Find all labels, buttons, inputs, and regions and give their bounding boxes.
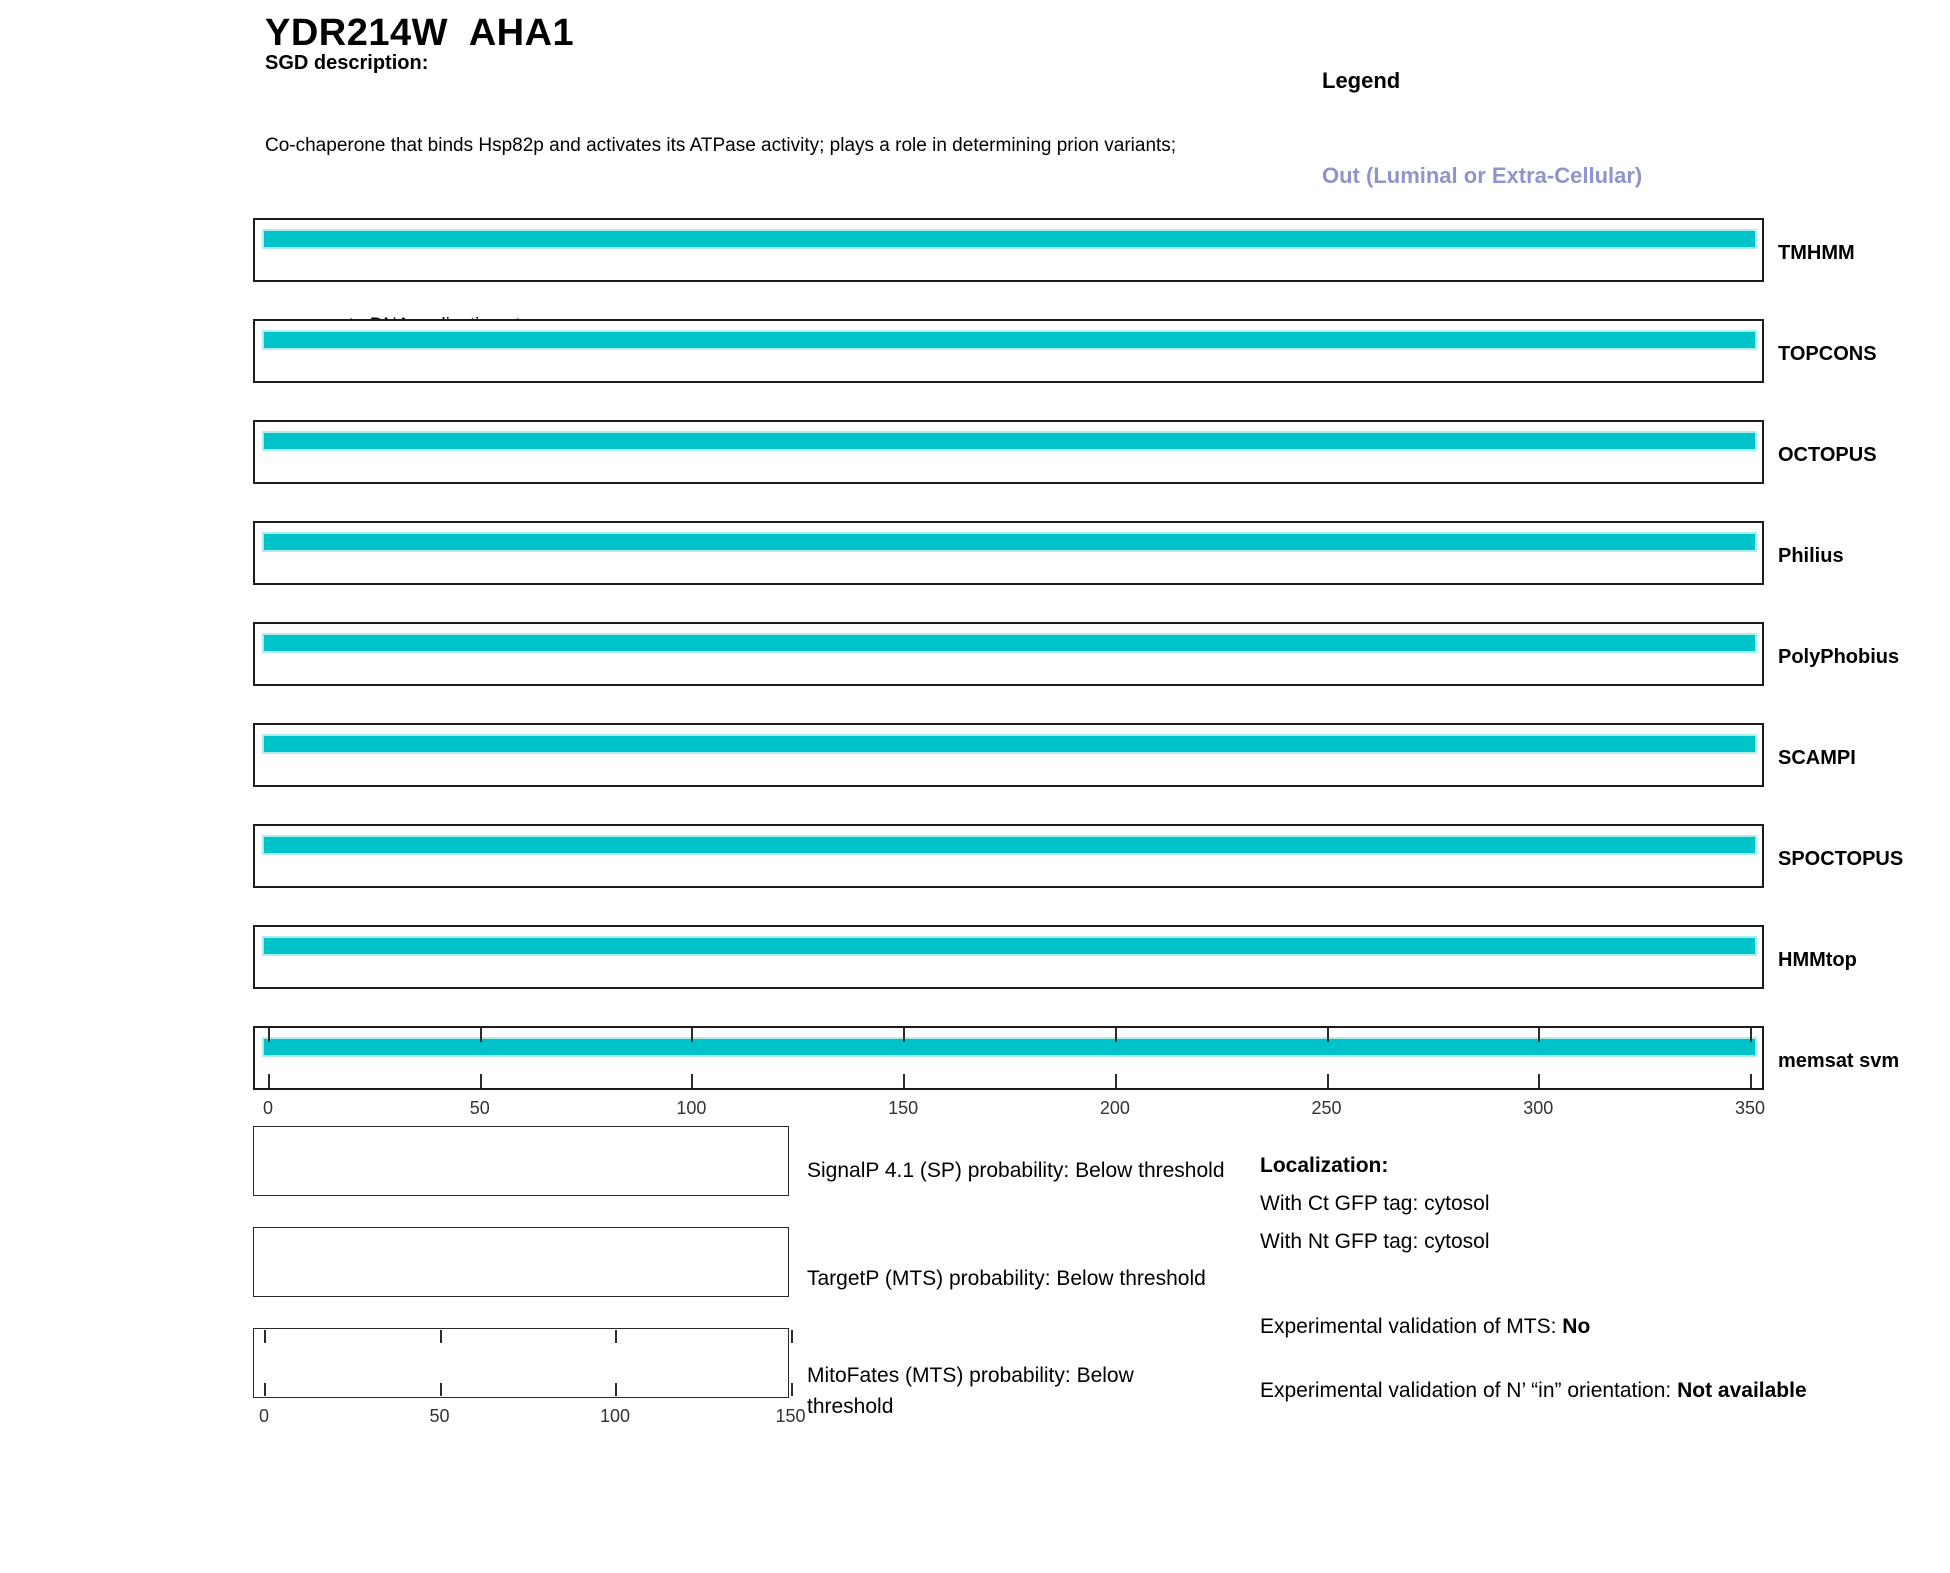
track-label: OCTOPUS [1778, 444, 1877, 466]
prediction-track-box [253, 622, 1764, 686]
x-axis-tick [268, 1074, 270, 1088]
probability-panel-label-line: MitoFates (MTS) probability: Below [807, 1364, 1134, 1387]
legend-title: Legend [1322, 68, 1401, 94]
legend-item-out: Out (Luminal or Extra-Cellular) [1322, 162, 1643, 188]
prediction-track-box [253, 420, 1764, 484]
x-axis-tick [691, 1028, 693, 1042]
soluble-segment-bar [262, 936, 1757, 956]
x-axis-tick-label: 0 [262, 1098, 273, 1118]
prediction-track-box [253, 319, 1764, 383]
track-label: memsat svm [1778, 1050, 1900, 1072]
orientation-validation-value: Not available [1677, 1379, 1807, 1402]
track-label: SCAMPI [1778, 747, 1856, 769]
x-axis-tick-label: 350 [1734, 1098, 1766, 1118]
x-axis-tick [1750, 1074, 1752, 1088]
localization-heading: Localization: [1260, 1154, 1389, 1177]
probability-panel-box [253, 1126, 789, 1196]
soluble-segment-bar [262, 734, 1757, 754]
x-axis-tick [1750, 1028, 1752, 1042]
probability-panel-label-line: threshold [807, 1395, 894, 1418]
soluble-segment-bar [262, 431, 1757, 451]
x-axis-tick-label: 100 [676, 1098, 707, 1118]
x-axis-tick-label: 50 [429, 1406, 450, 1426]
probability-panel-box [253, 1328, 789, 1398]
prediction-track-box [253, 824, 1764, 888]
probability-panel-box [253, 1227, 789, 1297]
soluble-segment-bar [262, 633, 1757, 653]
sgd-description-label: SGD description: [265, 52, 429, 74]
x-axis-tick [264, 1383, 266, 1396]
track-label: HMMtop [1778, 949, 1857, 971]
x-axis-tick [691, 1074, 693, 1088]
x-axis-tick [480, 1074, 482, 1088]
x-axis-tick [264, 1330, 266, 1343]
soluble-segment-bar [262, 532, 1757, 552]
soluble-segment-bar [262, 1037, 1757, 1057]
x-axis-tick [1327, 1074, 1329, 1088]
probability-panel-label [807, 1155, 1225, 1186]
x-axis-tick-label: 150 [775, 1406, 806, 1426]
localization-ct-gfp: With Ct GFP tag: cytosol [1260, 1192, 1490, 1215]
mts-validation-text: Experimental validation of MTS: [1260, 1315, 1563, 1338]
x-axis-tick [268, 1028, 270, 1042]
x-axis-tick [903, 1074, 905, 1088]
x-axis-tick-label: 300 [1523, 1098, 1554, 1118]
x-axis-tick [1115, 1074, 1117, 1088]
orientation-validation-text: Experimental validation of N’ “in” orientation: [1260, 1379, 1678, 1402]
localization-nt-gfp: With Nt GFP tag: cytosol [1260, 1230, 1490, 1253]
probability-panel-label-line: TargetP (MTS) probability: Below threshold [807, 1267, 1206, 1290]
sgd-description-line: Co-chaperone that binds Hsp82p and activates its ATPase activity; plays a role in determining prion variants; [265, 135, 1177, 156]
x-axis-tick-label: 0 [258, 1406, 269, 1426]
x-axis-tick [1115, 1028, 1117, 1042]
probability-panel-label-line: SignalP 4.1 (SP) probability: Below threshold [807, 1159, 1225, 1182]
x-axis-tick [791, 1330, 793, 1343]
x-axis-tick-label: 100 [599, 1406, 631, 1426]
track-label: Philius [1778, 545, 1844, 567]
x-axis-tick [1538, 1074, 1540, 1088]
x-axis-tick [440, 1383, 442, 1396]
prediction-track-box [253, 723, 1764, 787]
track-label: PolyPhobius [1778, 646, 1900, 668]
x-axis-tick [615, 1383, 617, 1396]
track-label: TMHMM [1778, 242, 1855, 264]
probability-panel-label [807, 1263, 1206, 1294]
x-axis-tick [1538, 1028, 1540, 1042]
x-axis-tick [480, 1028, 482, 1042]
x-axis-tick-label: 150 [888, 1098, 919, 1118]
soluble-segment-bar [262, 835, 1757, 855]
prediction-track-box [253, 218, 1764, 282]
mts-validation-line [1260, 1314, 1590, 1340]
x-axis-tick-label: 50 [469, 1098, 490, 1118]
prediction-track-box [253, 521, 1764, 585]
orientation-validation-line [1260, 1373, 1845, 1408]
x-axis-tick [440, 1330, 442, 1343]
soluble-segment-bar [262, 330, 1757, 350]
probability-panel-label [807, 1360, 1134, 1422]
track-label: TOPCONS [1778, 343, 1877, 365]
prediction-track-box [253, 925, 1764, 989]
soluble-segment-bar [262, 229, 1757, 249]
x-axis-tick [903, 1028, 905, 1042]
x-axis-tick [791, 1383, 793, 1396]
track-label: SPOCTOPUS [1778, 848, 1904, 870]
x-axis-tick-label: 250 [1311, 1098, 1342, 1118]
x-axis-tick [1327, 1028, 1329, 1042]
x-axis-tick [615, 1330, 617, 1343]
page-title: YDR214W AHA1 [265, 12, 575, 54]
x-axis-tick-label: 200 [1099, 1098, 1130, 1118]
mts-validation-value: No [1562, 1315, 1591, 1338]
